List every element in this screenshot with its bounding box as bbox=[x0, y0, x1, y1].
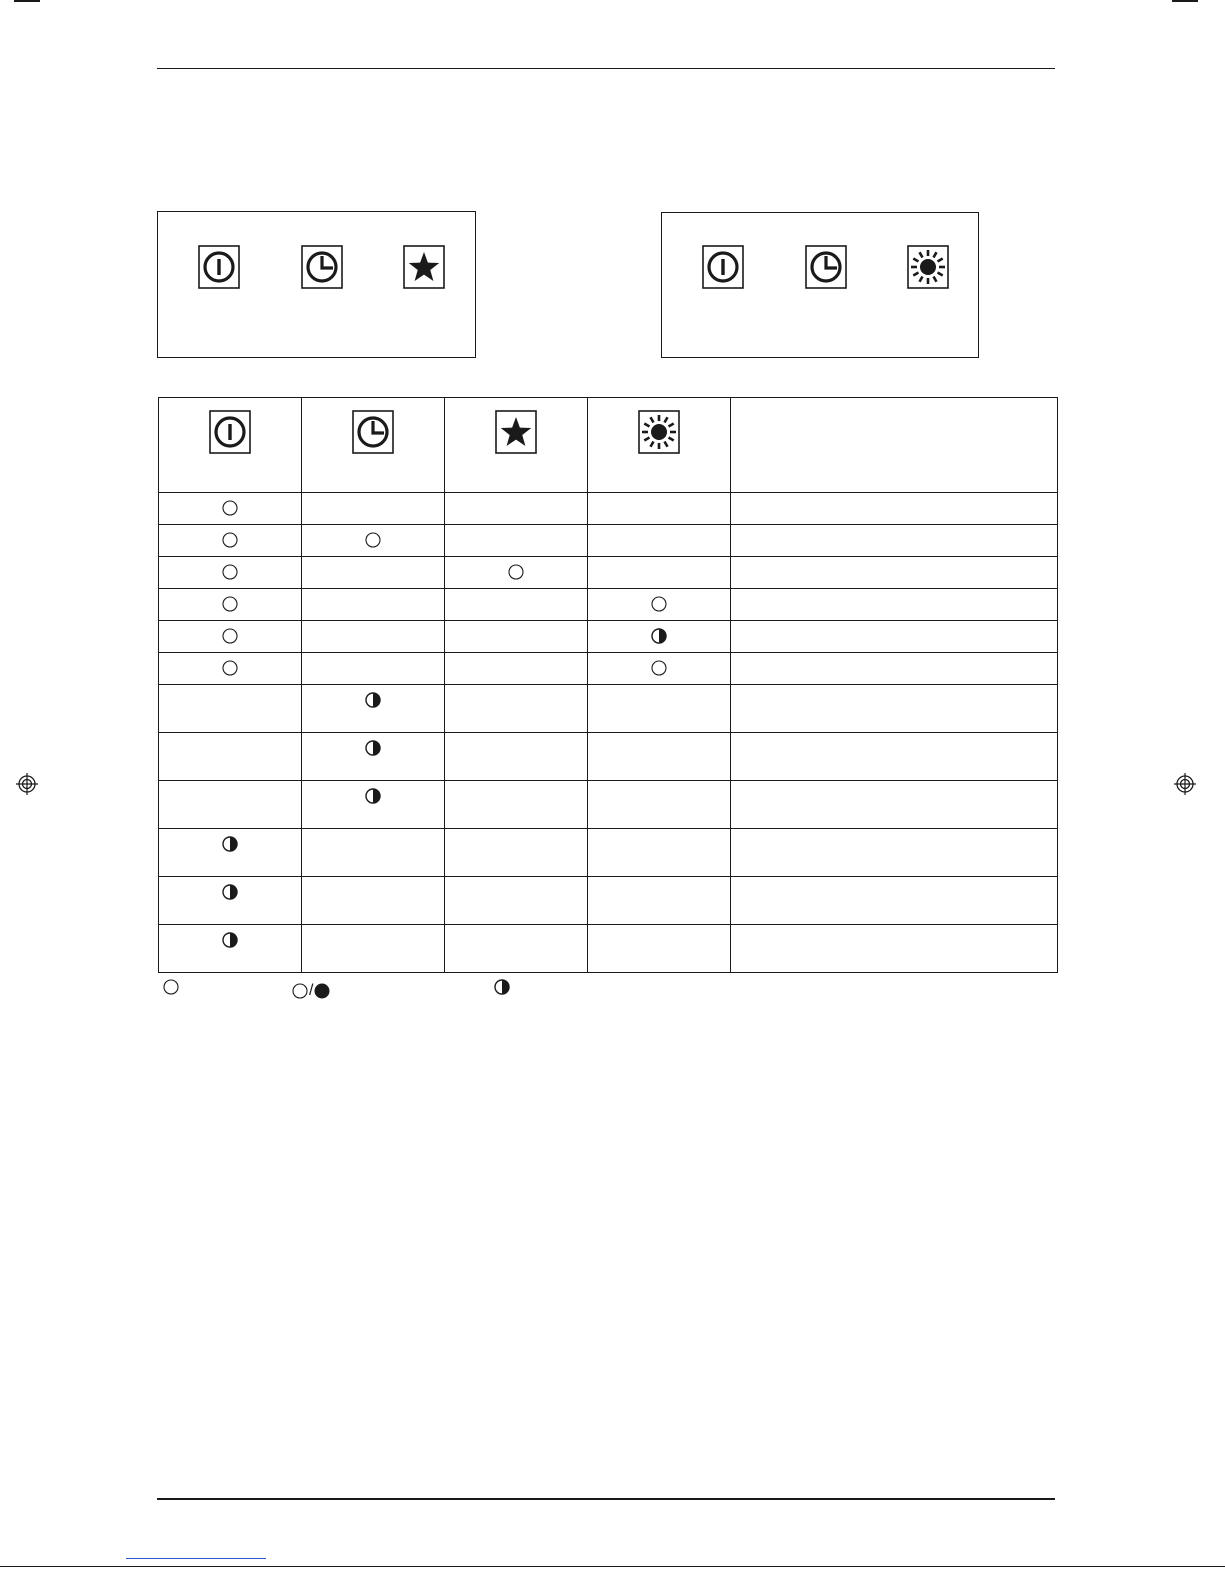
empty-circle-icon bbox=[222, 628, 238, 644]
state-cell bbox=[588, 925, 731, 973]
header-rule bbox=[157, 68, 1055, 69]
power-icon bbox=[209, 410, 251, 454]
state-cell bbox=[588, 621, 731, 653]
state-cell bbox=[445, 925, 588, 973]
state-cell bbox=[302, 589, 445, 621]
state-cell bbox=[445, 557, 588, 589]
table-row bbox=[159, 685, 1058, 733]
half-filled-circle-icon bbox=[494, 979, 510, 1000]
state-cell bbox=[159, 877, 302, 925]
empty-circle-icon bbox=[222, 532, 238, 548]
crop-mark-top-right bbox=[1172, 0, 1198, 2]
registration-mark-left bbox=[16, 773, 38, 795]
table-row bbox=[159, 781, 1058, 829]
state-cell bbox=[159, 589, 302, 621]
state-cell bbox=[159, 733, 302, 781]
indicator-table bbox=[158, 397, 1058, 973]
state-cell bbox=[159, 925, 302, 973]
legend-blink bbox=[494, 979, 510, 1000]
half-filled-circle-icon bbox=[365, 740, 381, 756]
description-cell bbox=[731, 653, 1058, 685]
filled-circle-icon bbox=[314, 983, 330, 999]
control-panel-a bbox=[157, 211, 476, 358]
table-row bbox=[159, 925, 1058, 973]
state-cell bbox=[302, 877, 445, 925]
footer-rule bbox=[157, 1498, 1055, 1500]
state-cell bbox=[588, 557, 731, 589]
header-cell bbox=[445, 398, 588, 493]
empty-circle-icon bbox=[365, 532, 381, 548]
half-filled-circle-icon bbox=[365, 788, 381, 804]
description-cell bbox=[731, 589, 1058, 621]
timer-icon[interactable] bbox=[805, 245, 847, 289]
control-panel-b bbox=[661, 212, 979, 358]
description-cell bbox=[731, 925, 1058, 973]
state-cell bbox=[302, 525, 445, 557]
state-cell bbox=[445, 589, 588, 621]
crop-mark-top-left bbox=[14, 0, 40, 2]
description-cell bbox=[731, 829, 1058, 877]
state-cell bbox=[159, 781, 302, 829]
legend-separator: / bbox=[309, 982, 314, 999]
state-cell bbox=[588, 685, 731, 733]
state-cell bbox=[159, 685, 302, 733]
state-cell bbox=[445, 829, 588, 877]
star-icon bbox=[495, 410, 537, 454]
state-cell bbox=[588, 781, 731, 829]
state-cell bbox=[445, 685, 588, 733]
header-description-cell bbox=[731, 398, 1058, 493]
power-icon[interactable] bbox=[198, 245, 240, 289]
state-cell bbox=[445, 493, 588, 525]
state-cell bbox=[588, 493, 731, 525]
state-cell bbox=[445, 877, 588, 925]
description-cell bbox=[731, 877, 1058, 925]
half-filled-circle-icon bbox=[222, 884, 238, 900]
timer-icon bbox=[352, 410, 394, 454]
description-cell bbox=[731, 493, 1058, 525]
table-row bbox=[159, 621, 1058, 653]
state-cell bbox=[445, 781, 588, 829]
timer-icon[interactable] bbox=[301, 245, 343, 289]
empty-circle-icon bbox=[292, 983, 308, 999]
state-cell bbox=[302, 685, 445, 733]
empty-circle-icon bbox=[651, 660, 667, 676]
state-cell bbox=[159, 557, 302, 589]
header-cell bbox=[302, 398, 445, 493]
description-cell bbox=[731, 781, 1058, 829]
table-row bbox=[159, 733, 1058, 781]
state-cell bbox=[445, 621, 588, 653]
table-row bbox=[159, 493, 1058, 525]
table-row bbox=[159, 557, 1058, 589]
sun-icon[interactable] bbox=[907, 245, 949, 289]
half-filled-circle-icon bbox=[365, 692, 381, 708]
state-cell bbox=[302, 653, 445, 685]
footer-link-underline bbox=[126, 1558, 266, 1559]
description-cell bbox=[731, 525, 1058, 557]
empty-circle-icon bbox=[651, 596, 667, 612]
state-cell bbox=[302, 733, 445, 781]
half-filled-circle-icon bbox=[222, 932, 238, 948]
empty-circle-icon bbox=[222, 500, 238, 516]
empty-circle-icon bbox=[222, 660, 238, 676]
state-cell bbox=[445, 733, 588, 781]
table-row bbox=[159, 525, 1058, 557]
state-cell bbox=[588, 653, 731, 685]
state-cell bbox=[302, 781, 445, 829]
state-cell bbox=[588, 829, 731, 877]
state-cell bbox=[302, 621, 445, 653]
half-filled-circle-icon bbox=[222, 836, 238, 852]
description-cell bbox=[731, 685, 1058, 733]
description-cell bbox=[731, 621, 1058, 653]
empty-circle-icon bbox=[222, 564, 238, 580]
table-row bbox=[159, 653, 1058, 685]
table-header-row bbox=[159, 398, 1058, 493]
crop-mark-bottom bbox=[0, 1566, 1225, 1567]
power-icon[interactable] bbox=[702, 245, 744, 289]
star-icon[interactable] bbox=[403, 245, 445, 289]
legend-on-or-off bbox=[292, 982, 330, 1000]
state-cell bbox=[588, 877, 731, 925]
state-cell bbox=[159, 829, 302, 877]
registration-mark-right bbox=[1174, 773, 1196, 795]
empty-circle-icon bbox=[222, 596, 238, 612]
state-cell bbox=[588, 733, 731, 781]
state-cell bbox=[445, 525, 588, 557]
legend-off bbox=[163, 979, 179, 1000]
table-row bbox=[159, 877, 1058, 925]
state-cell bbox=[159, 493, 302, 525]
state-cell bbox=[588, 525, 731, 557]
description-cell bbox=[731, 557, 1058, 589]
state-cell bbox=[445, 653, 588, 685]
state-cell bbox=[159, 653, 302, 685]
state-cell bbox=[302, 925, 445, 973]
header-cell bbox=[588, 398, 731, 493]
description-cell bbox=[731, 733, 1058, 781]
header-cell bbox=[159, 398, 302, 493]
state-cell bbox=[302, 493, 445, 525]
half-filled-circle-icon bbox=[651, 628, 667, 644]
table-row bbox=[159, 589, 1058, 621]
state-cell bbox=[159, 525, 302, 557]
state-cell bbox=[302, 557, 445, 589]
state-cell bbox=[588, 589, 731, 621]
table-row bbox=[159, 829, 1058, 877]
empty-circle-icon bbox=[163, 979, 179, 1000]
state-cell bbox=[159, 621, 302, 653]
sun-icon bbox=[638, 410, 680, 454]
state-cell bbox=[302, 829, 445, 877]
empty-circle-icon bbox=[508, 564, 524, 580]
